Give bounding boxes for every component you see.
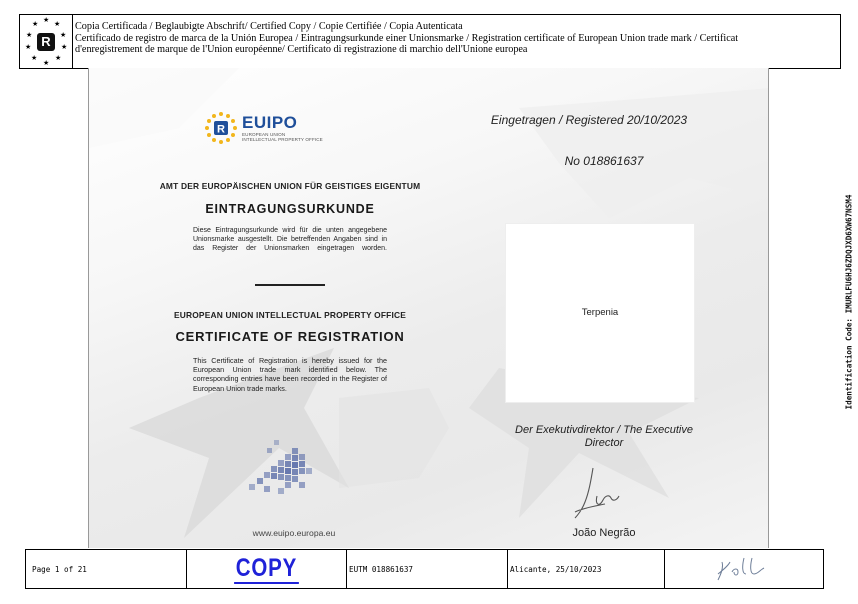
office-name-en: EUROPEAN UNION INTELLECTUAL PROPERTY OFFICE <box>173 310 407 320</box>
header-line-3: d'enregistrement de marque de l'Union européenne/ Certificato di registrazione di marchio dell'Unione europea <box>75 44 528 56</box>
office-name-de: AMT DER EUROPÄISCHEN UNION FÜR GEISTIGES EIGENTUM <box>159 181 421 191</box>
certified-copy-footer <box>25 549 824 589</box>
svg-text:R: R <box>217 123 225 136</box>
trade-mark-box <box>505 223 695 403</box>
executive-director-title: Der Exekutivdirektor / The Executive Director <box>515 424 693 449</box>
copy-stamp <box>187 550 347 588</box>
certifier-signature-icon <box>665 550 823 588</box>
logo-eu: EU <box>242 112 267 132</box>
registration-number: No 018861637 <box>564 154 644 168</box>
logo-subtitle-2: INTELLECTUAL PROPERTY OFFICE <box>242 137 323 142</box>
certified-copy-header <box>19 14 841 69</box>
header-line-2: Certificado de registro de marca de la Unión Europea / Eintragungsurkunde einer Unionsmarke / Registration certificate of European Union trade mark / Certificat <box>75 32 739 44</box>
trade-mark-reference: EUTM 018861637 <box>347 550 508 588</box>
certificate-text-de: Diese Eintragungsurkunde wird für die unten angegebene Unionsmarke ausgestellt. Die betreffenden Angaben sind in das Register der Unionsmarken eingetragen worden. <box>193 227 387 252</box>
director-signature-icon <box>571 466 621 526</box>
registration-date: Eingetragen / Registered 20/10/2023 <box>490 113 688 127</box>
website-url: www.euipo.europa.eu <box>252 528 336 538</box>
certificate-title-de: EINTRAGUNGSURKUNDE <box>205 202 375 216</box>
copy-stamp-text: COPY <box>235 554 298 582</box>
trade-mark-name: Terpenia <box>581 307 619 318</box>
header-line-1: Copia Certificada / Beglaubigte Abschrift/ Certified Copy / Copie Certifiée / Copia Autenticata <box>75 21 463 32</box>
logo-ipo: IPO <box>266 112 298 132</box>
place-and-date: Alicante, 25/10/2023 <box>508 550 665 588</box>
euipo-logo <box>204 111 323 145</box>
registration-certificate <box>88 68 769 548</box>
certificate-text-en: This Certificate of Registration is hereby issued for the European Union trade mark identified below. The corresponding entries have been recorded in the Register of European Union trade marks. <box>193 356 387 393</box>
euipo-emblem-icon <box>204 111 238 145</box>
logo-subtitle-1: EUROPEAN UNION <box>242 131 286 137</box>
divider <box>255 284 325 286</box>
certificate-title-en: CERTIFICATE OF REGISTRATION <box>175 329 405 344</box>
page-number: Page 1 of 21 <box>26 550 187 588</box>
eu-stars-r-icon: ★ ★ ★ ★ ★ ★ ★ ★ ★ ★ R <box>20 15 73 68</box>
signer-name: João Negrão <box>572 527 636 539</box>
